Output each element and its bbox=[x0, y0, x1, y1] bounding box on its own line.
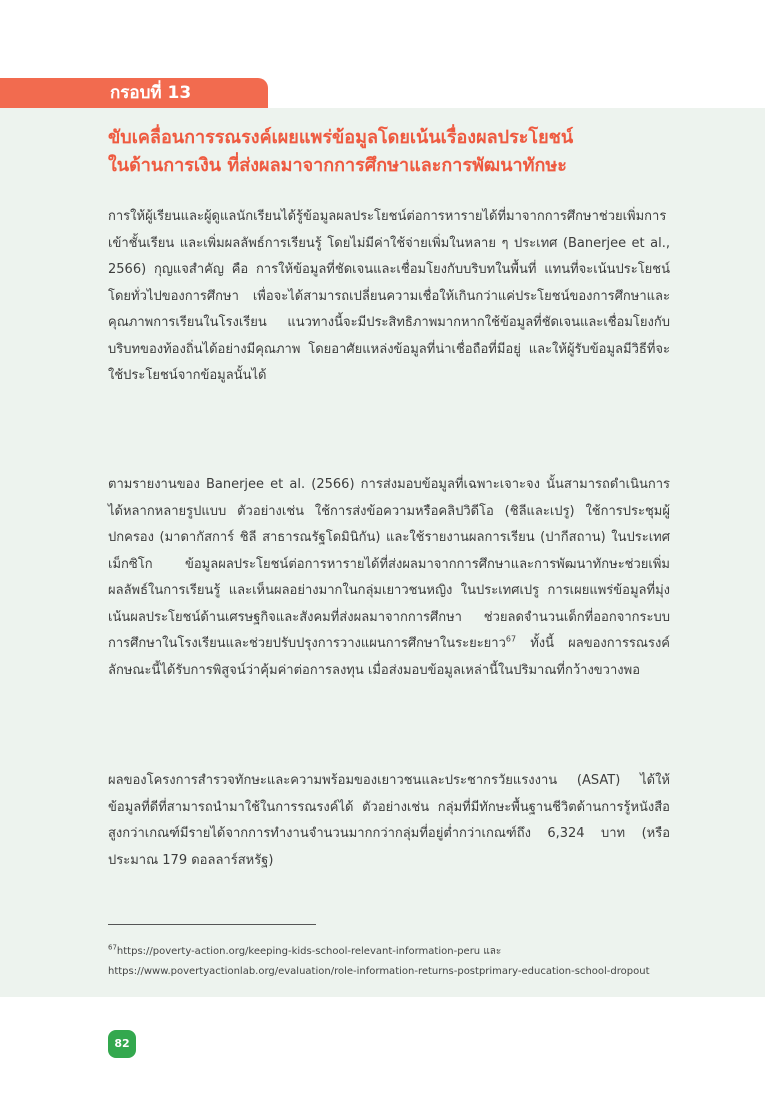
paragraph-3: ผลของโครงการสำรวจทักษะและความพร้อมของเยาวชนและประชากรวัยแรงงาน (ASAT) ได้ให้ข้อมูลที่ดีที่สามารถนำมาใช้ในการรณรงค์ได้ ตัวอย่างเช่น กลุ่มที่มีทักษะพื้นฐานชีวิตด้านการรู้หนังสือสูงกว่าเกณฑ์มีรายได้จากการทำงานจำนวนมากกว่ากลุ่มที่อยู่ต่ำกว่าเกณฑ์ถึง 6,324 บาท (หรือประมาณ 179 ดอลลาร์สหรัฐ) bbox=[108, 773, 670, 868]
paragraph-2 bbox=[108, 472, 670, 684]
paragraph-2-body: ตามรายงานของ Banerjee et al. (2566) การส่งมอบข้อมูลที่เฉพาะเจาะจง นั้นสามารถดำเนินการได้หลากหลายรูปแบบ ตัวอย่างเช่น ใช้การส่งข้อความหรือคลิปวิดีโอ (ชิลีและเปรู) ใช้การประชุมผู้ปกครอง (มาดากัสการ์ ชิลี สาธารณรัฐโดมินิกัน) และใช้รายงานผลการเรียน (ปากีสถาน) ในประเทศเม็กซิโก ข้อมูลผลประโยชน์ต่อการหารายได้ที่ส่งผลมาจากการศึกษาและการพัฒนาทักษะช่วยเพิ่มผลลัพธ์ในการเรียนรู้ และเห็นผลอย่างมากในกลุ่มเยาวชนหญิง ในประเทศเปรู การเผยแพร่ข้อมูลที่มุ่งเน้นผลประโยชน์ด้านเศรษฐกิจและสังคมที่ส่งผลมาจากการศึกษา ช่วยลดจำนวนเด็กที่ออกจากระบบการศึกษาในโรงเรียนและช่วยปรับปรุงการวางแผนการศึกษาในระยะยาว bbox=[108, 477, 670, 651]
footnote-text[interactable]: https://poverty-action.org/keeping-kids-school-relevant-information-peru และ https://www.povertyactionlab.org/evaluation/role-information-returns-postprimary-education-school-dropout bbox=[108, 946, 650, 977]
box-label-tab bbox=[0, 78, 268, 108]
footnote-ref-67[interactable]: 67 bbox=[505, 634, 517, 644]
paragraph-2-tail: ทั้งนี้ ผลของการรณรงค์ลักษณะนี้ได้รับการพิสูจน์ว่าคุ้มค่าต่อการลงทุน เมื่อส่งมอบข้อมูลเหล่านี้ในปริมาณที่กว้างขวางพอ bbox=[108, 636, 670, 678]
footnote bbox=[108, 942, 668, 982]
box-label: กรอบที่ 13 bbox=[110, 83, 192, 103]
box-title bbox=[108, 124, 708, 180]
footnote-divider bbox=[108, 924, 316, 925]
page-number-badge: 82 bbox=[108, 1030, 136, 1058]
footnote-number: 67 bbox=[108, 943, 117, 952]
box-title-line-1: ขับเคลื่อนการรณรงค์เผยแพร่ข้อมูลโดยเน้นเรื่องผลประโยชน์ bbox=[108, 127, 574, 148]
paragraph-1: การให้ผู้เรียนและผู้ดูแลนักเรียนได้รู้ข้อมูลผลประโยชน์ต่อการหารายได้ที่มาจากการศึกษาช่วยเพิ่มการเข้าชั้นเรียน และเพิ่มผลลัพธ์การเรียนรู้ โดยไม่มีค่าใช้จ่ายเพิ่มในหลาย ๆ ประเทศ (Banerjee et al., 2566) กุญแจสำคัญ คือ การให้ข้อมูลที่ชัดเจนและเชื่อมโยงกับบริบทในพื้นที่ แทนที่จะเน้นประโยชน์โดยทั่วไปของการศึกษา เพื่อจะได้สามารถเปลี่ยนความเชื่อให้เกินกว่าแค่ประโยชน์ของการศึกษาและคุณภาพการเรียนในโรงเรียน แนวทางนี้จะมีประสิทธิภาพมากหากใช้ข้อมูลที่ชัดเจนและเชื่อมโยงกับบริบทของท้องถิ่นได้อย่างมีคุณภาพ โดยอาศัยแหล่งข้อมูลที่น่าเชื่อถือที่มีอยู่ และให้ผู้รับข้อมูลมีวิธีที่จะใช้ประโยชน์จากข้อมูลนั้นได้ bbox=[108, 209, 670, 383]
box-title-line-2: ในด้านการเงิน ที่ส่งผลมาจากการศึกษาและการพัฒนาทักษะ bbox=[108, 155, 567, 176]
